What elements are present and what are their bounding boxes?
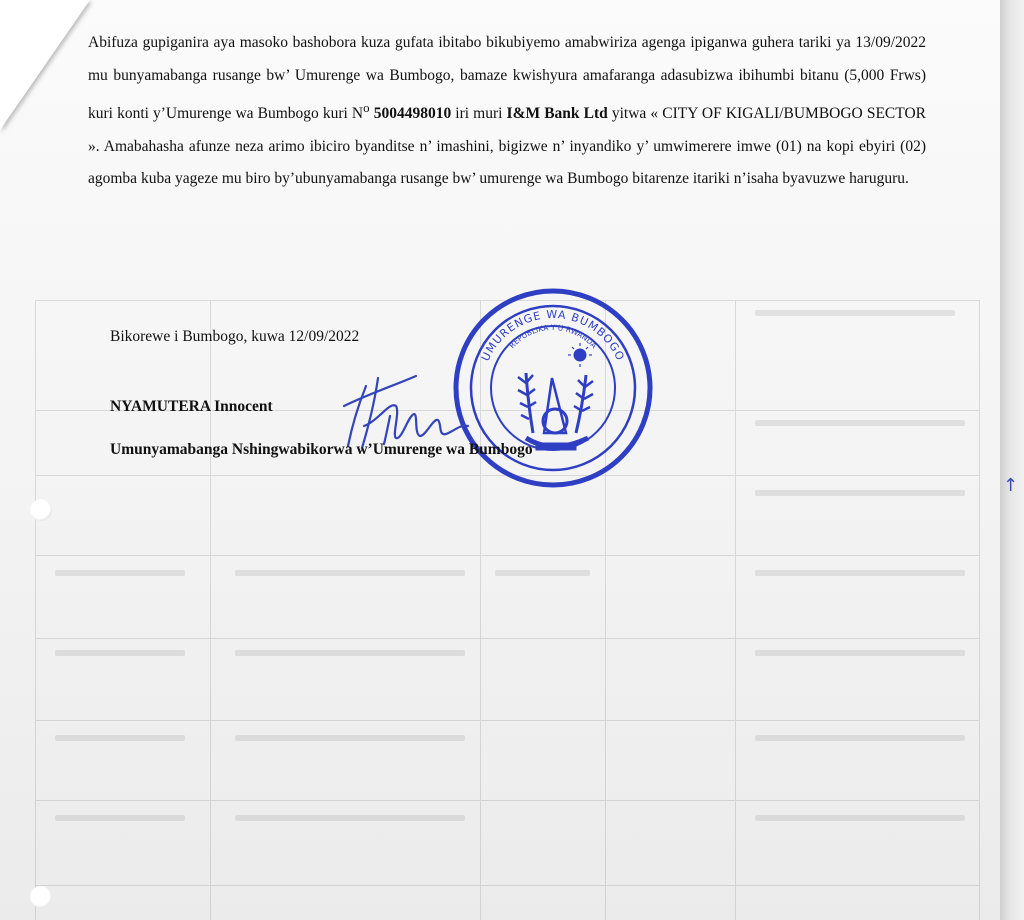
number-sign-superscript: o <box>363 100 370 115</box>
svg-text:UMURENGE WA BUMBOGO: UMURENGE WA BUMBOGO <box>478 307 628 364</box>
pen-mark-icon: ↑ <box>1003 475 1019 496</box>
account-number: 5004498010 <box>373 105 452 123</box>
place-date: Bikorewe i Bumbogo, kuwa 12/09/2022 <box>110 328 360 345</box>
body-paragraph <box>88 27 926 196</box>
svg-text:REPUBLIKA Y'U RWANDA: REPUBLIKA Y'U RWANDA <box>507 322 599 351</box>
signatory-title: Umunyamabanga Nshingwabikorwa w’Umurenge wa Bumbogo <box>110 441 533 458</box>
punch-hole-icon <box>30 499 52 521</box>
paragraph-text-1: Abifuza gupiganira aya masoko bashobora kuza gufata ibitabo bikubiyemo amabwiriza agenga ipiganwa guhera tariki ya 13/09/2022 mu bunyamabanga rusange bw’ Umurenge wa Bumbogo, bamaze kwishyura amafaranga adasubizwa ibihumbi bitanu (5,000 Frws) kuri konti y’Umurenge wa Bumbogo kuri N <box>88 34 926 123</box>
paragraph-text-2: iri muri <box>451 105 507 123</box>
folded-corner <box>0 0 90 130</box>
paragraph-text-3: yitwa « CITY OF KIGALI/BUMBOGO SECTOR ». Amabahasha afunze neza arimo ibiciro byanditse n’ imashini, bigizwe n’ inyandiko y’ umwimerere imwe (01) na kopi ebyiri (02) agomba kuba yageze mu biro by’ubunyamabanga rusange bw’ umurenge wa Bumbogo bitarenze itariki n’isaha byavuzwe haruguru. <box>88 105 926 188</box>
background-page-edge <box>1000 0 1024 920</box>
bank-name: I&M Bank Ltd <box>506 105 608 123</box>
signatory-name: NYAMUTERA Innocent <box>110 398 273 415</box>
punch-hole-icon <box>30 886 52 908</box>
